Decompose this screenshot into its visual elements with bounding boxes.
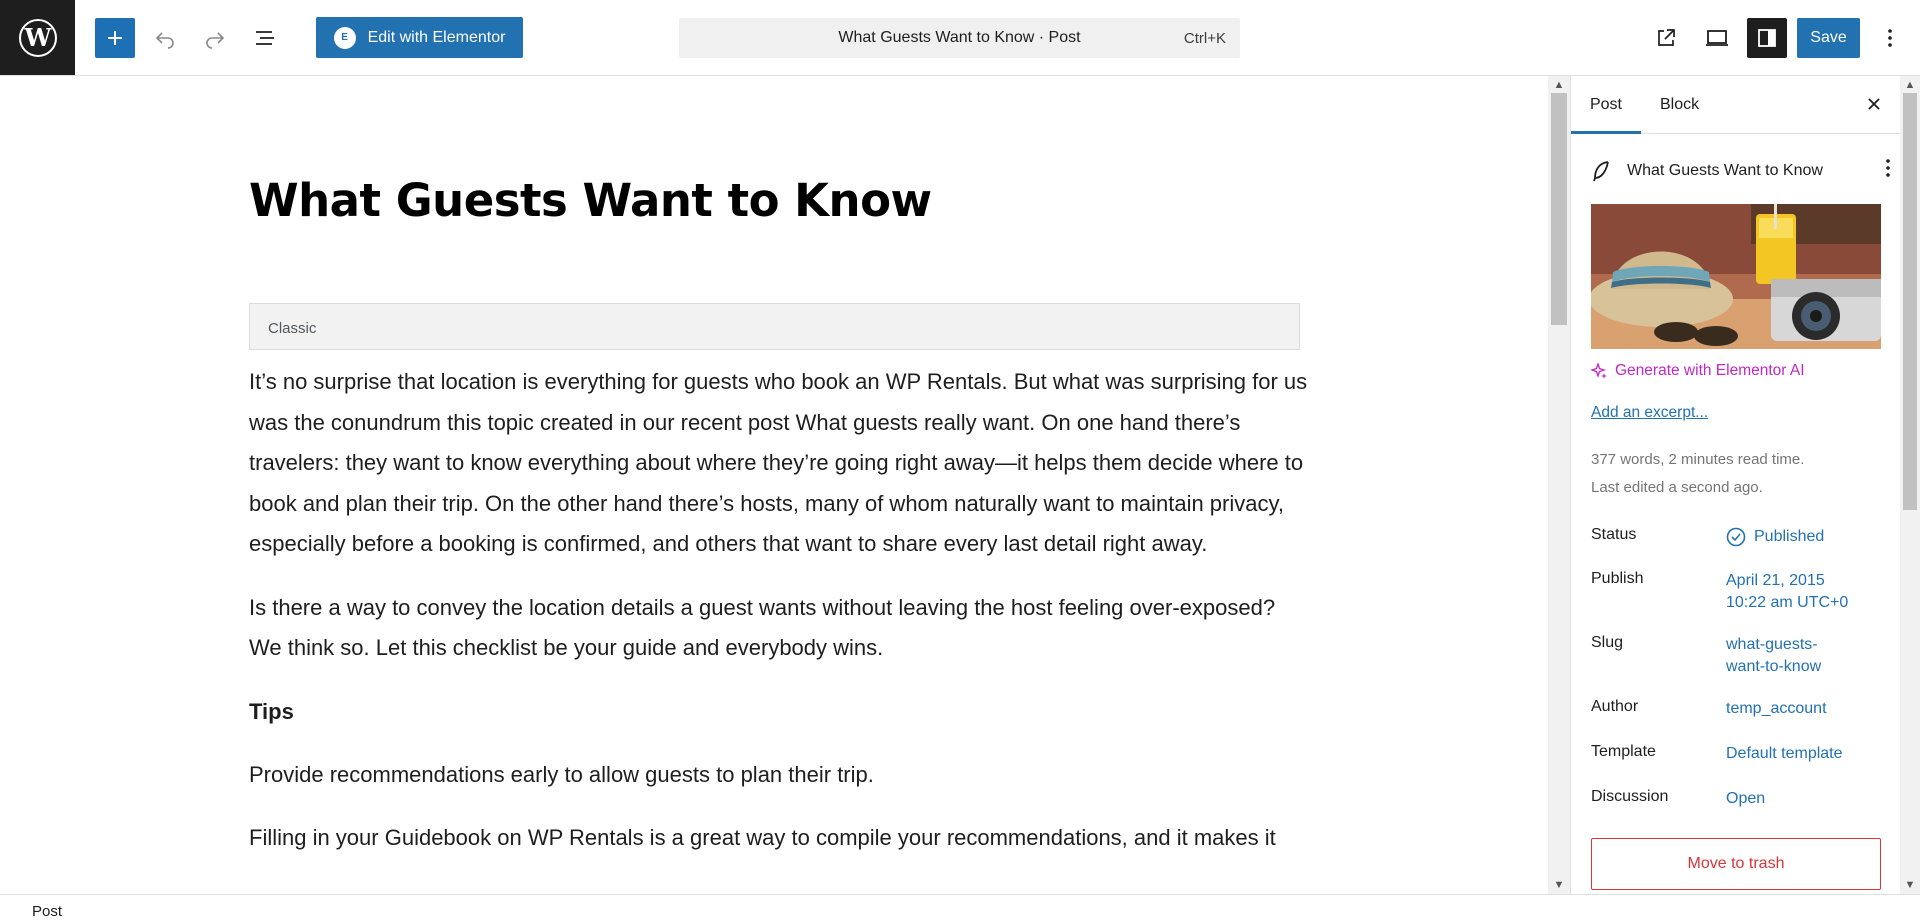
slug-value-button[interactable] [1726,634,1821,678]
add-excerpt-link[interactable]: Add an excerpt... [1591,404,1709,421]
document-title: What Guests Want to Know · Post [838,29,1081,46]
sidebar-scrollbar-thumb[interactable] [1903,93,1917,510]
editor-canvas [0,76,1550,894]
status-label: Status [1591,526,1637,543]
sidebar-scrollbar[interactable] [1900,76,1920,894]
status-value: Published [1754,528,1825,545]
wordpress-logo-button[interactable] [0,0,75,75]
close-settings-button[interactable] [1859,89,1889,119]
author-label: Author [1591,698,1639,715]
slug-line-2: want-to-know [1726,658,1822,675]
save-button[interactable]: Save [1797,18,1860,58]
paragraph[interactable]: Filling in your Guidebook on WP Rentals is a great way to compile your recommendations, and it makes it [249,825,1276,850]
template-label: Template [1591,743,1656,760]
post-title[interactable]: What Guests Want to Know [249,174,932,227]
redo-icon [204,27,226,49]
discussion-value-button[interactable]: Open [1726,790,1766,807]
classic-block-label: Classic [268,320,317,337]
wordpress-logo-icon [18,18,58,58]
scroll-down-icon[interactable]: ▼ [1553,879,1565,891]
editor-header [0,0,1920,76]
view-post-button[interactable] [1646,18,1686,58]
post-card-title: What Guests Want to Know [1627,162,1823,179]
document-overview-button[interactable] [245,18,285,58]
template-value-button[interactable]: Default template [1726,745,1843,762]
external-link-icon [1655,27,1677,49]
generate-ai-label: Generate with Elementor AI [1615,362,1805,379]
settings-toggle-button[interactable] [1747,18,1787,58]
status-value-button[interactable] [1726,526,1824,548]
post-meta-info [1591,446,1804,502]
sparkle-icon [1591,363,1607,379]
edit-with-elementor-label: Edit with Elementor [367,28,506,46]
publish-label: Publish [1591,570,1644,587]
post-actions-button[interactable] [1885,158,1891,183]
post-content[interactable] [249,362,1309,882]
scroll-up-icon[interactable]: ▲ [1553,79,1565,91]
plus-icon [105,28,125,48]
device-preview-button[interactable] [1697,18,1737,58]
options-button[interactable] [1870,18,1910,58]
sidebar-icon [1756,27,1778,49]
publish-time: 10:22 am UTC+0 [1726,594,1849,611]
tab-post[interactable]: Post [1571,76,1641,134]
edit-with-elementor-button[interactable] [316,17,523,58]
redo-button[interactable] [195,18,235,58]
paragraph[interactable]: Provide recommendations early to allow guests to plan their trip. [249,761,874,787]
svg-text:W: W [24,22,51,52]
add-block-button[interactable] [95,18,135,58]
tab-block[interactable]: Block [1660,96,1700,113]
more-vertical-icon [1885,158,1891,178]
last-edited: Last edited a second ago. [1591,479,1763,496]
scroll-up-icon[interactable]: ▲ [1904,79,1916,91]
desktop-icon [1705,27,1729,49]
generate-with-elementor-ai-button[interactable] [1591,362,1805,380]
classic-block-toolbar[interactable] [249,303,1300,350]
publish-date: April 21, 2015 [1726,572,1825,589]
paragraph[interactable]: It’s no surprise that location is everything for guests who book an WP Rentals. But what was surprising for us was the conundrum this topic created in our recent post What guests really want. On one hand there’s travelers: they want to know everything about where they’re going right away—it helps them decide where to book and plan their trip. On the other hand there’s hosts, many of whom naturally want to maintain privacy, especially before a booking is confirmed, and others that want to share every last detail right away. [249,369,1308,556]
undo-button[interactable] [145,18,185,58]
slug-line-1: what-guests- [1726,636,1818,653]
command-shortcut: Ctrl+K [1183,30,1226,47]
editor-scrollbar-thumb[interactable] [1551,93,1567,325]
elementor-icon: E [334,27,356,49]
slug-label: Slug [1591,634,1624,651]
editor-scrollbar[interactable] [1548,76,1570,894]
content-heading[interactable]: Tips [249,698,294,724]
settings-sidebar [1570,76,1900,894]
featured-image-picture [1591,204,1881,349]
undo-icon [154,27,176,49]
discussion-label: Discussion [1591,788,1669,805]
more-vertical-icon [1887,28,1893,48]
list-view-icon [253,26,277,50]
author-value-button[interactable]: temp_account [1726,700,1827,717]
editor-footer [0,894,1920,923]
published-check-icon [1726,527,1746,547]
move-to-trash-button[interactable]: Move to trash [1591,838,1881,890]
sidebar-tabs [1571,76,1900,134]
post-card-header [1591,158,1891,184]
word-count: 377 words, 2 minutes read time. [1591,451,1805,468]
block-breadcrumb[interactable]: Post [32,903,63,920]
post-feather-icon [1591,160,1611,182]
paragraph[interactable]: Is there a way to convey the location details a guest wants without leaving the host feeling over-exposed? We think so. Let this checklist be your guide and everybody wins. [249,594,1276,660]
scroll-down-icon[interactable]: ▼ [1904,879,1916,891]
publish-date-button[interactable] [1726,570,1848,614]
command-palette-bar[interactable] [679,18,1240,58]
featured-image[interactable] [1591,204,1881,349]
close-icon [1867,97,1881,111]
